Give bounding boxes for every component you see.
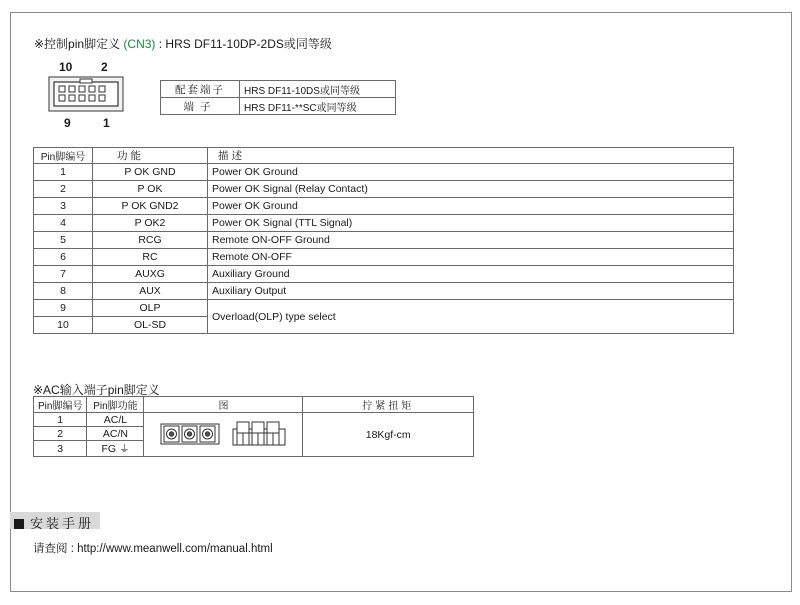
header-function: 功能 [93,148,208,164]
description-cell: Auxiliary Ground [208,266,734,283]
table-row [34,413,474,427]
description-cell: Power OK Signal (TTL Signal) [208,215,734,232]
header-torque: 拧紧扭矩 [303,397,474,413]
table-row [34,266,734,283]
pin-cell: 2 [34,427,87,441]
manual-link-prefix: 请查阅 : [33,543,78,555]
cn3-title-prefix: ※控制pin脚定义 [34,37,124,51]
description-cell: Remote ON-OFF [208,249,734,266]
mating-label: 配套端子 [161,81,240,98]
square-bullet-icon [14,519,24,529]
function-cell: OL-SD [93,317,208,334]
header-function: Pin脚功能 [87,397,144,413]
pin-label-2: 2 [101,60,108,74]
cn3-title-code: (CN3) [123,37,156,51]
pin-label-9: 9 [64,116,71,130]
pin-cell: 8 [34,283,93,300]
pin-cell: 1 [34,164,93,181]
cn3-title-suffix: : HRS DF11-10DP-2DS或同等级 [155,37,332,51]
function-cell: P OK GND2 [93,198,208,215]
cn3-title [34,35,332,52]
table-row [34,283,734,300]
manual-url-link[interactable]: http://www.meanwell.com/manual.html [77,543,273,555]
pin-label-1: 1 [103,116,110,130]
manual-section-title [14,513,94,532]
description-cell: Power OK Ground [208,164,734,181]
merged-description-cell: Overload(OLP) type select [208,300,734,334]
description-cell: Power OK Ground [208,198,734,215]
function-cell: AUX [93,283,208,300]
pin-cell: 7 [34,266,93,283]
description-cell: Remote ON-OFF Ground [208,232,734,249]
pin-cell: 3 [34,441,87,457]
table-row [34,181,734,198]
function-cell: P OK GND [93,164,208,181]
mating-terminal-table [160,80,396,115]
table-row [161,81,396,98]
pin-cell: 2 [34,181,93,198]
table-row [34,198,734,215]
terminal-value: HRS DF11-**SC或同等级 [240,98,396,115]
table-row [34,249,734,266]
ac-title: ※AC输入端子pin脚定义 [33,383,160,397]
pin-cell: 3 [34,198,93,215]
function-cell: OLP [93,300,208,317]
pin-cell: 10 [34,317,93,334]
function-cell: P OK2 [93,215,208,232]
ac-pin-table [33,396,474,457]
cn3-pin-table [33,147,734,334]
pin-cell: 1 [34,413,87,427]
table-row [34,232,734,249]
manual-link-line [33,540,273,556]
header-pin: Pin脚编号 [34,397,87,413]
function-cell: AUXG [93,266,208,283]
description-cell: Auxiliary Output [208,283,734,300]
header-figure: 图 [144,397,303,413]
description-cell: Power OK Signal (Relay Contact) [208,181,734,198]
header-description: 描述 [208,148,734,164]
table-row [34,300,734,317]
function-cell: AC/L [87,413,144,427]
function-cell: RC [93,249,208,266]
table-row [34,215,734,232]
table-header-row [34,397,474,413]
torque-value: 18Kgf-cm [303,413,474,457]
cn3-connector-diagram [48,76,124,112]
pin-cell: 6 [34,249,93,266]
pin-cell: 5 [34,232,93,249]
table-header-row [34,148,734,164]
function-cell: AC/N [87,427,144,441]
table-row [34,164,734,181]
pin-cell: 9 [34,300,93,317]
pin-label-10: 10 [59,60,73,74]
function-cell: FG ⏚ [87,441,144,457]
header-pin: Pin脚编号 [34,148,93,164]
manual-section-label: 安装手册 [30,516,95,531]
terminal-block-diagram [148,415,298,451]
terminal-label: 端子 [161,98,240,115]
function-cell: RCG [93,232,208,249]
table-row [161,98,396,115]
terminal-figure-cell [144,413,303,457]
mating-value: HRS DF11-10DS或同等级 [240,81,396,98]
function-cell: P OK [93,181,208,198]
pin-cell: 4 [34,215,93,232]
